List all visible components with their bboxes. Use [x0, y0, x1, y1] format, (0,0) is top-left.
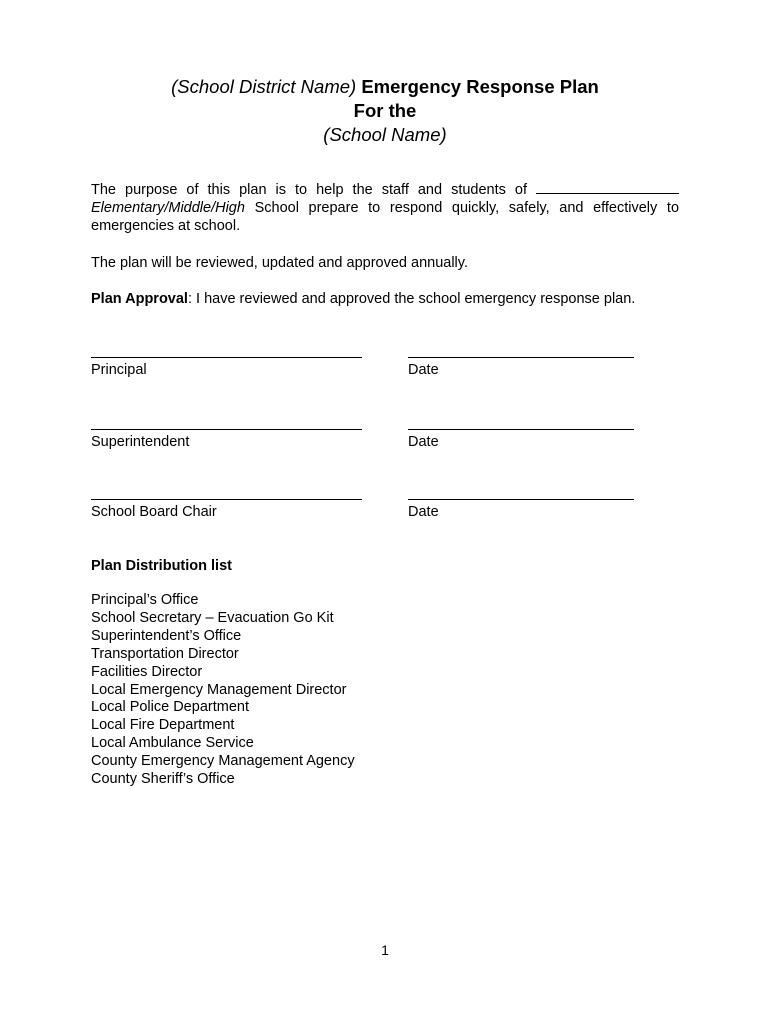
list-item: County Sheriff’s Office	[91, 771, 235, 788]
page-number: 1	[381, 942, 389, 958]
school-name-placeholder: (School Name)	[323, 124, 447, 145]
review-statement: The plan will be reviewed, updated and approved annually.	[91, 255, 468, 271]
district-name-placeholder: (School District Name)	[171, 76, 357, 97]
date-label-board-chair: Date	[408, 504, 439, 520]
title-line-2: For the	[353, 100, 417, 121]
signature-line-principal	[91, 357, 362, 358]
date-line-board-chair	[408, 499, 634, 500]
signature-line-superintendent	[91, 429, 362, 430]
list-item: Superintendent’s Office	[91, 627, 242, 644]
list-item: Principal’s Office	[91, 592, 199, 608]
list-item: Local Emergency Management Director	[91, 681, 347, 698]
list-item: County Emergency Management Agency	[91, 753, 355, 770]
list-item: Transportation Director	[91, 645, 239, 662]
school-name-blank	[536, 181, 679, 194]
list-item: Local Ambulance Service	[91, 735, 254, 752]
signature-label-board-chair: School Board Chair	[91, 504, 217, 520]
list-item: School Secretary – Evacuation Go Kit	[91, 609, 334, 626]
title-line-1	[0, 75, 770, 99]
list-item: Facilities Director	[91, 663, 203, 680]
signature-label-superintendent: Superintendent	[91, 434, 190, 450]
purpose-rest: School prepare to respond quickly, safely, and effectively to emergencies at school.	[91, 200, 680, 234]
date-line-principal	[408, 357, 634, 358]
purpose-lead: The purpose of this plan is to help the staff and students of	[91, 182, 527, 198]
date-line-superintendent	[408, 429, 634, 430]
plan-title: Emergency Response Plan	[361, 76, 599, 97]
signature-label-principal: Principal	[91, 362, 147, 378]
approval-label: Plan Approval	[91, 291, 188, 307]
signature-line-board-chair	[91, 499, 362, 500]
approval-text: : I have reviewed and approved the school emergency response plan.	[187, 291, 636, 307]
school-level-placeholder: Elementary/Middle/High	[91, 200, 245, 216]
purpose-paragraph	[91, 181, 679, 235]
approval-statement	[91, 290, 635, 308]
list-item: Local Fire Department	[91, 717, 235, 734]
distribution-list	[91, 592, 355, 789]
date-label-principal: Date	[408, 362, 439, 378]
distribution-title: Plan Distribution list	[91, 558, 232, 574]
date-label-superintendent: Date	[408, 434, 439, 450]
list-item: Local Police Department	[91, 699, 249, 716]
